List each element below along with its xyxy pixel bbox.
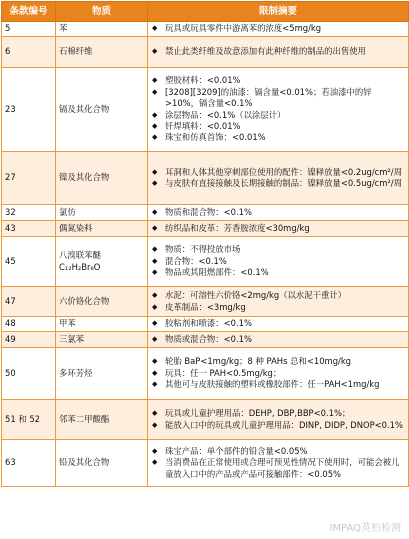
table-row	[2, 237, 409, 287]
restriction-item: ◆ 物品或其阻燃部件：<0.1%	[151, 267, 405, 278]
restriction-item: ◆ 禁止此类纤维及故意添加有此种纤维的制品的出售使用	[151, 46, 405, 57]
table-row	[2, 221, 409, 237]
restriction-list	[151, 356, 405, 390]
table-row	[2, 22, 409, 37]
restriction-item: ◆ 水泥：可溶性六价铬<2mg/kg（以水泥干重计）	[151, 290, 405, 301]
table-row	[2, 317, 409, 332]
restriction-item: ◆ [3208][3209]的油漆：镉含量<0.01%；若油漆中的锌>10%，镉含量<0.1%	[151, 87, 405, 110]
restriction-list	[151, 23, 405, 34]
clause-number-cell: 45	[2, 237, 56, 287]
restriction-list	[151, 290, 405, 313]
substance-cell: 八溴联苯醚 C₁₂H₂Br₈O	[56, 237, 148, 287]
substance-cell: 甲苯	[56, 317, 148, 332]
substance-cell: 多环芳烃	[56, 348, 148, 400]
regulation-table	[1, 1, 409, 487]
table-row	[2, 400, 409, 440]
restriction-cell	[148, 221, 409, 237]
clause-number-cell: 63	[2, 440, 56, 487]
table-body	[2, 22, 409, 487]
restriction-item: ◆ 轮胎 BaP<1mg/kg；8 种 PAHs 总和<10mg/kg	[151, 356, 405, 367]
restriction-cell	[148, 205, 409, 221]
restriction-item: ◆ 皮革制品：<3mg/kg	[151, 302, 405, 313]
restriction-item: ◆ 塑胶材料：<0.01%	[151, 75, 405, 86]
header-substance: 物质	[56, 2, 148, 22]
clause-number-cell: 50	[2, 348, 56, 400]
restriction-cell	[148, 68, 409, 152]
table-row	[2, 287, 409, 317]
clause-number-cell: 27	[2, 152, 56, 205]
clause-number-cell: 51 和 52	[2, 400, 56, 440]
restriction-item: ◆ 物质：不得投放市场	[151, 244, 405, 255]
restriction-list	[151, 318, 405, 329]
restriction-cell	[148, 332, 409, 348]
substance-cell: 镉及其化合物	[56, 68, 148, 152]
restriction-item: ◆ 涂层物品：<0.1%（以涂层计）	[151, 110, 405, 121]
restriction-item: ◆ 玩具：任一 PAH<0.5mg/kg；	[151, 368, 405, 379]
substance-cell: 镍及其化合物	[56, 152, 148, 205]
header-clause-number: 条款编号	[2, 2, 56, 22]
restriction-list	[151, 75, 405, 143]
restriction-cell	[148, 22, 409, 37]
restriction-item: ◆ 与皮肤有直接接触及长期接触的制品：镍释放量<0.5ug/cm²/周	[151, 178, 405, 189]
restriction-list	[151, 46, 405, 57]
restriction-cell	[148, 400, 409, 440]
table-row	[2, 152, 409, 205]
table-row	[2, 205, 409, 221]
table-row	[2, 348, 409, 400]
restriction-list	[151, 446, 405, 480]
restriction-list	[151, 207, 405, 218]
substance-cell: 氯仿	[56, 205, 148, 221]
restriction-item: ◆ 玩具或儿童护理用品：DEHP, DBP,BBP<0.1%；	[151, 408, 405, 419]
clause-number-cell: 6	[2, 37, 56, 68]
clause-number-cell: 47	[2, 287, 56, 317]
clause-number-cell: 48	[2, 317, 56, 332]
header-restriction-summary: 限制摘要	[148, 2, 409, 22]
restriction-cell	[148, 348, 409, 400]
restriction-item: ◆ 珠宝产品：单个部件的铅含量<0.05%	[151, 446, 405, 457]
table-row	[2, 68, 409, 152]
clause-number-cell: 5	[2, 22, 56, 37]
clause-number-cell: 43	[2, 221, 56, 237]
restriction-cell	[148, 152, 409, 205]
restriction-cell	[148, 37, 409, 68]
restriction-list	[151, 334, 405, 345]
clause-number-cell: 32	[2, 205, 56, 221]
restriction-item: ◆ 物质和混合物：<0.1%	[151, 207, 405, 218]
substance-cell: 六价铬化合物	[56, 287, 148, 317]
restriction-item: ◆ 钎焊填料：<0.01%	[151, 121, 405, 132]
substance-cell: 苯	[56, 22, 148, 37]
restriction-item: ◆ 珠宝和仿真首饰：<0.01%	[151, 132, 405, 143]
restriction-cell	[148, 317, 409, 332]
restriction-item: ◆ 耳洞和人体其他穿刺部位使用的配件：镍释放量<0.2ug/cm²/周	[151, 167, 405, 178]
table-row	[2, 332, 409, 348]
substance-cell: 石棉纤维	[56, 37, 148, 68]
watermark-text: IMPAQ英柏检测	[329, 523, 401, 534]
restriction-list	[151, 167, 405, 190]
restriction-item: ◆ 其他可与皮肤接触的塑料或橡胶部件：任一PAH<1mg/kg	[151, 379, 405, 390]
table-row	[2, 37, 409, 68]
table-row	[2, 440, 409, 487]
restriction-list	[151, 223, 405, 234]
restriction-item: ◆ 当消费品在正常使用或合理可预见性情况下使用时，可能会被儿童放入口中的产品或产品可接触部件：<0.05%	[151, 457, 405, 480]
restriction-item: ◆ 纺织品和皮革：芳香胺浓度<30mg/kg	[151, 223, 405, 234]
restriction-list	[151, 244, 405, 278]
restriction-item: ◆ 物质或混合物：<0.1%	[151, 334, 405, 345]
restriction-cell	[148, 287, 409, 317]
table-header-row	[2, 2, 409, 22]
restriction-list	[151, 408, 405, 431]
restriction-item: ◆ 玩具或玩具零件中游离苯的浓度<5mg/kg	[151, 23, 405, 34]
restriction-item: ◆ 能放入口中的玩具或儿童护理用品：DINP, DIDP, DNOP<0.1%	[151, 420, 405, 431]
substance-cell: 邻苯二甲酸酯	[56, 400, 148, 440]
clause-number-cell: 49	[2, 332, 56, 348]
substance-cell: 偶氮染料	[56, 221, 148, 237]
restriction-item: ◆ 胶粘剂和喷漆：<0.1%	[151, 318, 405, 329]
restriction-cell	[148, 237, 409, 287]
clause-number-cell: 23	[2, 68, 56, 152]
restriction-item: ◆ 混合物：<0.1%	[151, 256, 405, 267]
substance-cell: 铅及其化合物	[56, 440, 148, 487]
restriction-cell	[148, 440, 409, 487]
substance-cell: 三氯苯	[56, 332, 148, 348]
